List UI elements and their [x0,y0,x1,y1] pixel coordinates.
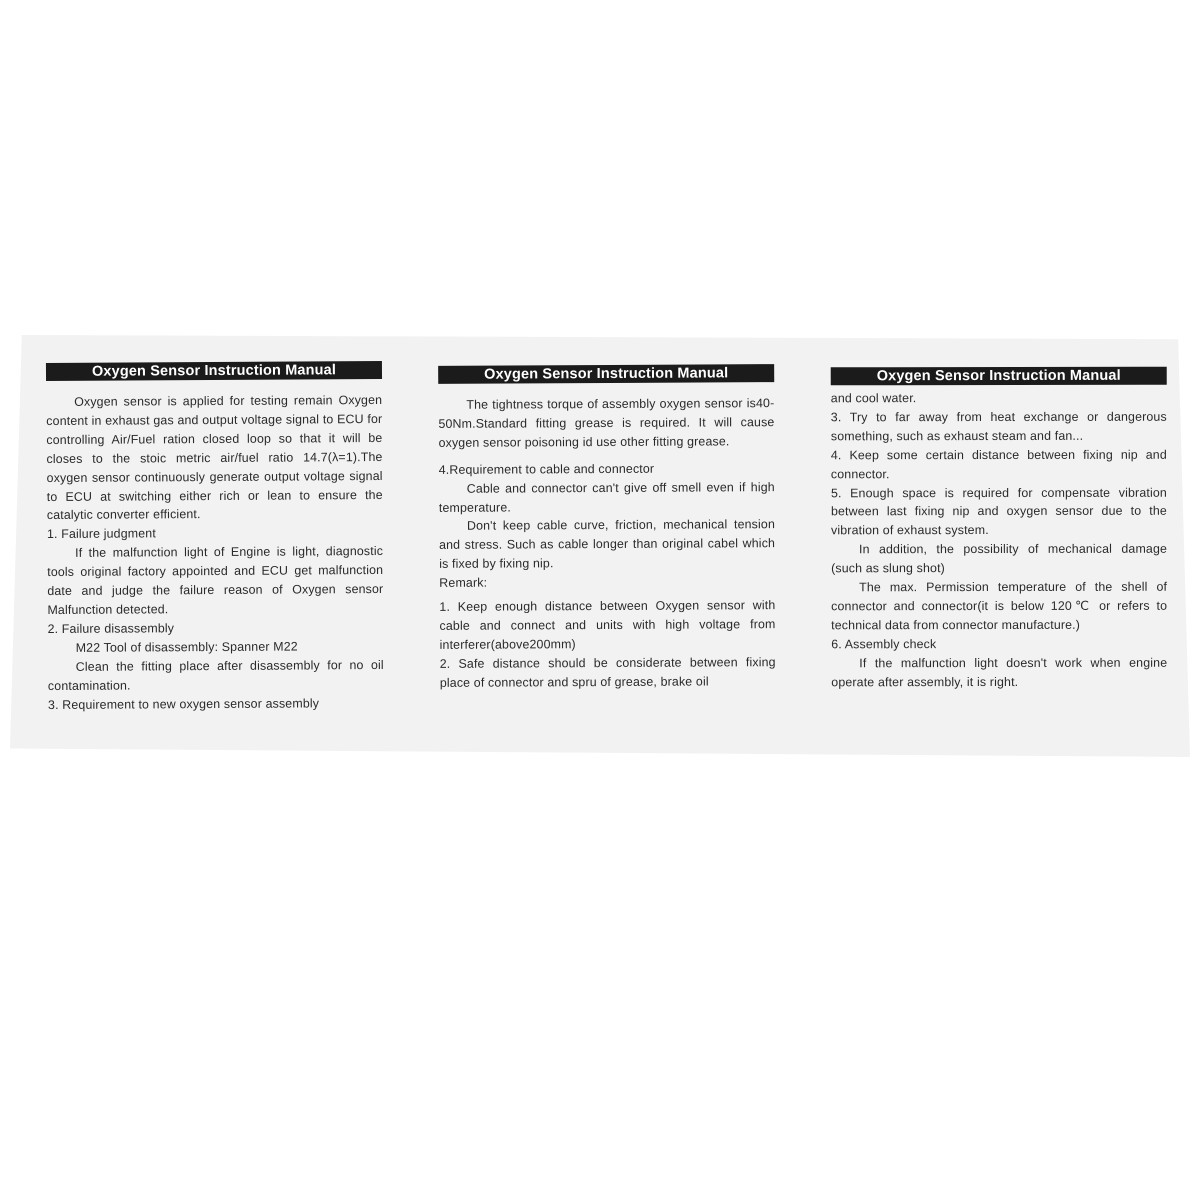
paragraph: If the malfunction light doesn't work when engine operate after assembly, it is right. [831,655,1168,689]
list-item: 1. Keep enough distance between Oxygen sensor with cable and connect and units with high voltage from interferer(above200mm) [439,598,776,652]
list-item: 2. Safe distance should be considerate between fixing place of connector and spru of grease, brake oil [439,654,776,690]
manual-column-1 [46,361,384,714]
column-title: Oxygen Sensor Instruction Manual [831,367,1167,386]
paragraph: Don't keep cable curve, friction, mechanical tension and stress. Such as cable longer than original cabel which is fixed by fixing nip. [439,517,776,572]
column-title: Oxygen Sensor Instruction Manual [46,361,382,381]
paragraph: Clean the fitting place after disassembly for no oil contamination. [47,657,384,693]
paragraph: and cool water. [830,391,917,406]
paragraph: In addition, the possibility of mechanical damage (such as slung shot) [831,541,1168,576]
paragraph: The max. Permission temperature of the shell of connector and connector(it is below 120℃ or refers to technical data from connector manufacture.) [831,579,1168,633]
section-heading: 3. Requirement to new oxygen sensor assembly [47,695,320,712]
paragraph: If the malfunction light of Engine is light, diagnostic tools original factory appointed and ECU get malfunction date and judge the failure reason of Oxygen sensor Malfunction detected. [47,544,384,617]
paragraph: Oxygen sensor is applied for testing remain Oxygen content in exhaust gas and output voltage signal to ECU for controlling Air/Fuel ration closed loop so that it will be closes to the stoic metric air/fuel ratio 14.7(λ=1).The oxygen sensor continuously generate output voltage signal to ECU at switching either rich or lean to ensure the catalytic converter efficient. [46,392,383,523]
list-item: 6. Assembly check [831,636,937,652]
list-item: 4. Keep some certain distance between fixing nip and connector. [830,447,1167,481]
column-title: Oxygen Sensor Instruction Manual [438,364,774,384]
section-heading: 4.Requirement to cable and connector [438,461,655,477]
remark-label: Remark: [439,575,488,591]
manual-column-2 [438,364,776,692]
paragraph: M22 Tool of disassembly: Spanner M22 [75,639,298,655]
list-item: 5. Enough space is required for compensate vibration between last fixing nip and oxygen sensor due to the vibration of exhaust system. [830,485,1167,538]
paragraph: The tightness torque of assembly oxygen sensor is40-50Nm.Standard fitting grease is required. It will cause oxygen sensor poisoning id use other fitting grease. [438,396,775,450]
section-heading: 1. Failure judgment [46,526,156,542]
section-heading: 2. Failure disassembly [47,621,175,636]
manual-column-3 [831,367,1168,692]
paragraph: Cable and connector can't give off smell even if high temperature. [438,479,775,515]
list-item: 3. Try to far away from heat exchange or dangerous something, such as exhaust steam and fan... [830,409,1167,444]
